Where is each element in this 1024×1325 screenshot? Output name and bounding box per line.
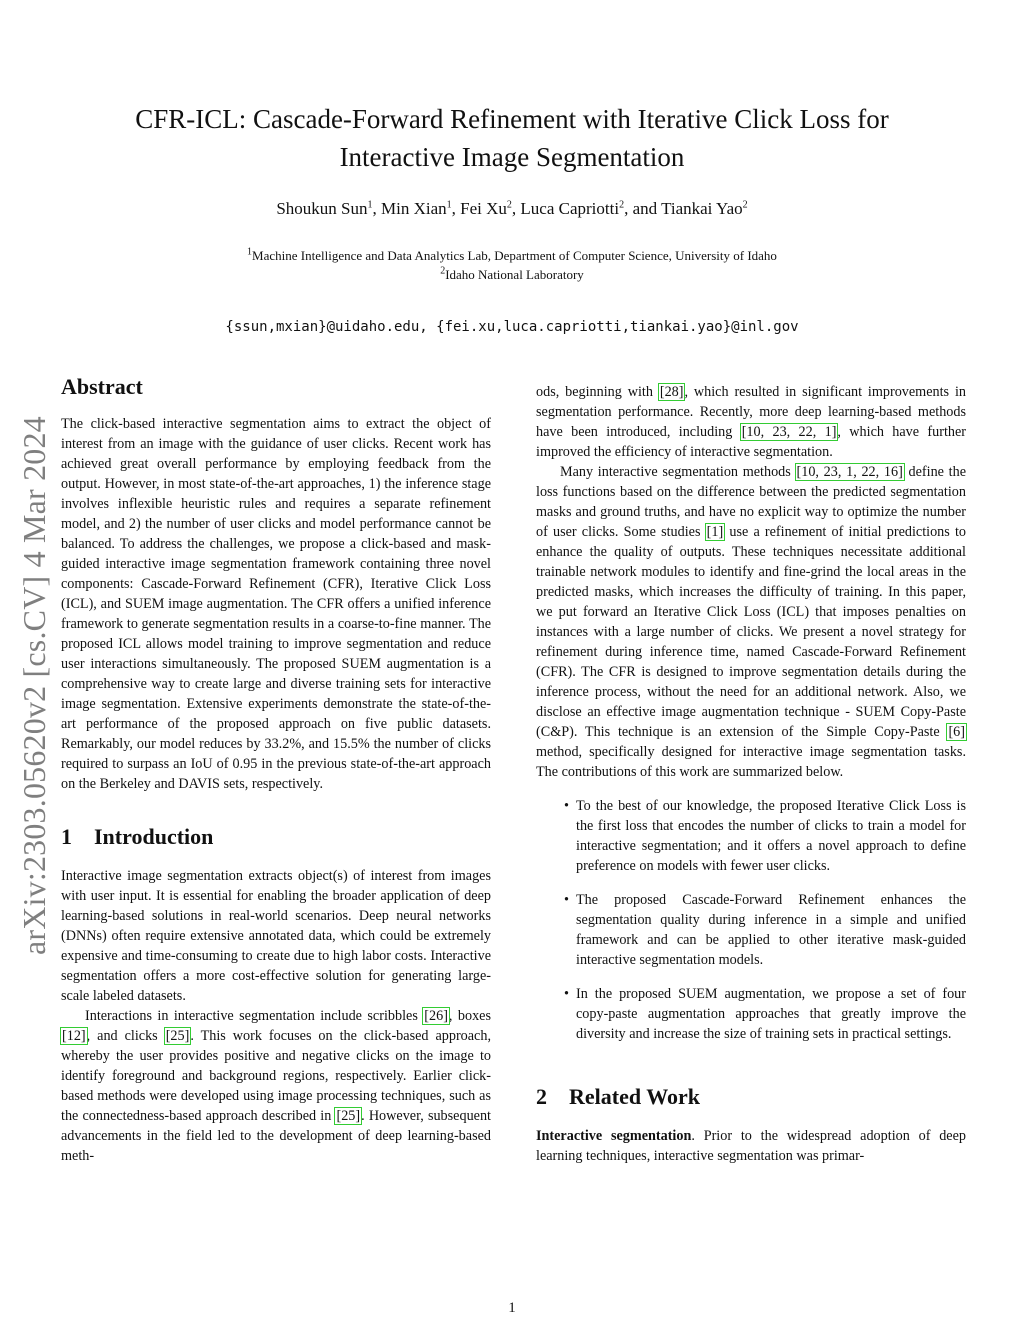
text-run: , which resulted in significant improvements in segmentation performance. Recently, more deep learning-based methods have been introduced, including	[536, 384, 966, 440]
citation-link[interactable]: [10, 23, 22, 1]	[741, 424, 837, 440]
right-paragraph-2	[536, 462, 966, 782]
affiliation-1	[0, 246, 1024, 265]
citation-link[interactable]: [28]	[659, 384, 684, 400]
affiliation-2	[0, 265, 1024, 284]
abstract-heading: Abstract	[61, 374, 143, 399]
list-item	[536, 796, 966, 876]
citation-link[interactable]: [10, 23, 1, 22, 16]	[796, 464, 903, 480]
text-run: . However, subsequent advancements in the field led to the development of deep learning-based meth-	[61, 1108, 491, 1164]
citation-link[interactable]: [12]	[62, 1028, 86, 1044]
text-run: use a refinement of initial predictions to enhance the quality of outputs. These techniques necessitate additional trainable network modules to identify and fine-grind the local areas in the predicted masks, which increases the difficulty of training. In this paper, we put forward an Iterative Click Loss (ICL) that imposes penalties on instances with a large number of clicks. We present a novel strategy for refinement during inference time, named Cascade-Forward Refinement (CFR). The CFR is designed to improve segmentation details during the inference process, without the need for an additional network. Also, we disclose an effective image augmentation technique - SUEM Copy-Paste (C&P). This technique is an extension of the Simple Copy-Paste	[536, 524, 967, 740]
title-line-2: Interactive Image Segmentation	[339, 142, 685, 172]
intro-paragraph-1: Interactive image segmentation extracts object(s) of interest from images with user input. It is essential for enabling the broader application of deep learning-based solutions in real-world scenarios. Deep neural networks (DNNs) often require extensive annotated data, which could be extremely expensive and time-consuming to create due to high labor costs. Interactive segmentation offers a more cost-effective solution for generating large-scale labeled datasets.	[61, 868, 491, 1004]
intro-paragraph-2	[61, 1006, 491, 1166]
affiliation-mark: 1	[247, 246, 253, 258]
author-affiliation-mark: 2	[742, 199, 748, 211]
abstract-text: The click-based interactive segmentation aims to extract the object of interest from an image with the guidance of user clicks. Recent work has achieved great overall performance by employing feedback from the output. However, in most state-of-the-art approaches, 1) the inference stage involves inflexible heuristic rules and requires a separate refinement model, and 2) the number of user clicks and model performance cannot be balanced. To address the challenges, we propose a click-based and mask-guided interactive image segmentation framework containing three novel components: Cascade-Forward Refinement (CFR), Iterative Click Loss (ICL), and SUEM image augmentation. The CFR offers a unified inference framework to generate segmentation results in a coarse-to-fine manner. The proposed ICL allows model training to improve segmentation and reduce user interactions simultaneously. The proposed SUEM augmentation is a comprehensive way to create large and diverse training sets for interactive image segmentation. Extensive experiments demonstrate the state-of-the-art performance of the proposed approach on five public datasets. Remarkably, our model reduces by 33.2%, and 15.5% the number of clicks required to surpass an IoU of 0.95 in the previous state-of-the-art approach on the Berkeley and DAVIS sets, respectively.	[61, 416, 491, 792]
author-affiliation-mark: 2	[619, 199, 625, 211]
text-run: method, specifically designed for interactive image segmentation tasks. The contributions of this work are summarized below.	[536, 744, 966, 780]
text-run: define the loss functions based on the difference between the predicted segmentation masks and ground truths, and have no explicit way to optimize the number of user clicks. Some studies	[536, 464, 966, 540]
citation-link[interactable]: [25]	[336, 1108, 361, 1124]
section-number: 1	[61, 824, 72, 849]
list-item-text: To the best of our knowledge, the proposed Iterative Click Loss is the first loss that encodes the number of clicks to train a model for interactive segmentation; and it offers a novel approach to define preference on models with fewer user clicks.	[576, 798, 966, 874]
citation-link[interactable]: [25]	[165, 1028, 190, 1044]
contributions-list	[536, 796, 966, 1044]
author-name: Tiankai Yao	[661, 199, 743, 218]
citation-link[interactable]: [1]	[706, 524, 724, 540]
text-run: , and clicks	[86, 1028, 165, 1044]
author-affiliation-mark: 1	[446, 199, 452, 211]
author-emails: {ssun,mxian}@uidaho.edu, {fei.xu,luca.capriotti,tiankai.yao}@inl.gov	[225, 319, 799, 335]
text-run: . Prior to the widespread adoption of deep learning techniques, interactive segmentation was primar-	[536, 1128, 966, 1164]
bullet-icon: •	[564, 892, 569, 908]
text-run: , boxes	[448, 1008, 491, 1024]
introduction-heading	[61, 822, 491, 852]
arxiv-stamp: arXiv:2303.05620v2 [cs.CV] 4 Mar 2024	[16, 416, 52, 955]
text-run: ods, beginning with	[536, 384, 659, 400]
related-work-heading	[536, 1082, 966, 1112]
paper-title	[0, 100, 1024, 176]
page-number: 1	[508, 1300, 516, 1316]
text-run: Many interactive segmentation methods	[560, 464, 796, 480]
paragraph-heading: Interactive segmentation	[536, 1128, 692, 1144]
section-number: 2	[536, 1084, 547, 1109]
text-run: . This work focuses on the click-based approach, whereby the user provides positive and negative clicks on the image to identify foreground and background regions, respectively. Earlier click-based methods were developed using image processing techniques, such as the connectedness-based approach described in	[61, 1028, 491, 1124]
affiliation-mark: 2	[440, 265, 446, 277]
author-name: Luca Capriotti	[520, 199, 620, 218]
text-run: Interactions in interactive segmentation include scribbles	[85, 1008, 424, 1024]
title-line-1: CFR-ICL: Cascade-Forward Refinement with Iterative Click Loss for	[135, 104, 889, 134]
author-name: Shoukun Sun	[276, 199, 368, 218]
section-title: Introduction	[94, 824, 214, 849]
author-affiliation-mark: 2	[506, 199, 512, 211]
text-run: , which have further improved the efficiency of interactive segmentation.	[536, 424, 967, 460]
section-title: Related Work	[569, 1084, 700, 1109]
right-column	[536, 382, 966, 1166]
list-item-text: The proposed Cascade-Forward Refinement enhances the segmentation quality during inference in a simple and unified framework and can be applied to other iterative mask-guided interactive segmentation models.	[576, 892, 966, 968]
author-affiliation-mark: 1	[367, 199, 373, 211]
affiliations	[0, 246, 1024, 284]
citation-link[interactable]: [26]	[424, 1008, 448, 1024]
left-column	[61, 372, 491, 1166]
list-item	[536, 984, 966, 1044]
author-name: Min Xian	[381, 199, 447, 218]
right-paragraph-1	[536, 382, 966, 462]
author-name: Fei Xu	[460, 199, 507, 218]
bullet-icon: •	[564, 798, 569, 814]
affiliation-text: Machine Intelligence and Data Analytics Lab, Department of Computer Science, University of Idaho	[252, 248, 777, 263]
citation-link[interactable]: [6]	[948, 724, 965, 740]
affiliation-text: Idaho National Laboratory	[445, 267, 584, 282]
list-item	[536, 890, 966, 970]
author-list: Shoukun Sun$^1$, Min Xian$^1$, Fei Xu$^2$, Luca Capriotti$^2$, and Tiankai Yao$^2$	[276, 199, 748, 218]
related-work-paragraph	[536, 1126, 966, 1166]
list-item-text: In the proposed SUEM augmentation, we propose a set of four copy-paste augmentation approaches that greatly improve the diversity and increase the size of training sets in practical settings.	[576, 986, 966, 1042]
bullet-icon: •	[564, 986, 569, 1002]
